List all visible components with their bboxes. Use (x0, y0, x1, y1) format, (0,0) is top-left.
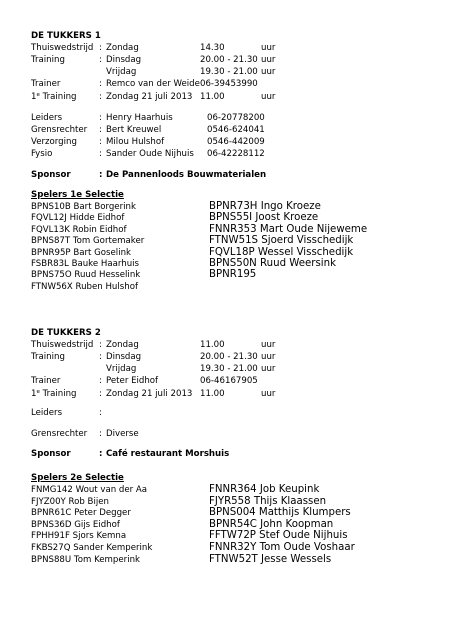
info-unit: uur (261, 67, 276, 77)
info-value: Dinsdag (106, 55, 142, 65)
player-right: BPNR195 (209, 269, 257, 281)
ordinal-suffix: e (36, 389, 40, 395)
staff-phone: 0546-624041 (207, 125, 265, 135)
info-unit: uur (261, 352, 276, 362)
player-left: FQVL13K Robin Eidhof (31, 224, 127, 235)
player-right: BPNR54C John Koopman (209, 518, 334, 530)
player-left: FSBR83L Bauke Haarhuis (31, 259, 140, 269)
staff-name: Bert Kreuwel (106, 125, 162, 135)
staff-label: Leiders (31, 113, 63, 123)
info-value: Dinsdag (106, 352, 142, 362)
info-label (31, 389, 77, 400)
info-label (31, 92, 77, 103)
player-right: BPNS55I Joost Kroeze (209, 212, 319, 224)
info-value: Vrijdag (106, 67, 137, 77)
player-right: FNNR353 Mart Oude Nijeweme (209, 223, 368, 235)
ordinal-suffix: e (36, 92, 40, 98)
info-label: Thuiswedstrijd (31, 340, 94, 350)
info-value: Peter Eidhof (106, 376, 159, 386)
info-time: 20.00 - 21.30 (200, 55, 258, 65)
ordinal-rest: Training (39, 92, 77, 102)
player-right: BPNS004 Matthijs Klumpers (209, 507, 351, 519)
info-value: Zondag (106, 43, 139, 53)
grensrechter-label: Grensrechter (31, 429, 88, 439)
staff-separator: : (99, 113, 102, 123)
sponsor-separator: : (99, 170, 103, 180)
staff-phone: 0546-442009 (207, 137, 265, 147)
selection-title: Spelers 2e Selectie (31, 473, 124, 483)
player-left: FNMG142 Wout van der Aa (31, 485, 148, 495)
sponsor-label: Sponsor (31, 449, 71, 459)
staff-phone: 06-42228112 (207, 149, 265, 159)
staff-name: Sander Oude Nijhuis (106, 149, 194, 159)
grensrechter-separator: : (99, 429, 102, 439)
sponsor-separator: : (99, 449, 103, 459)
team-title: DE TUKKERS 1 (31, 31, 101, 41)
info-value: Vrijdag (106, 364, 137, 374)
info-label: Training (31, 352, 65, 362)
player-left: BPNS10B Bart Borgerink (31, 202, 136, 212)
info-separator: : (99, 79, 102, 89)
player-left: FKBS27Q Sander Kemperink (31, 543, 153, 553)
info-value: Zondag (106, 340, 139, 350)
player-left: FTNW56X Ruben Hulshof (31, 281, 138, 292)
staff-label: Verzorging (31, 137, 77, 147)
selection-title: Spelers 1e Selectie (31, 190, 124, 200)
info-separator: : (99, 389, 102, 399)
sponsor-value: Café restaurant Morshuis (106, 449, 230, 459)
info-unit: uur (261, 389, 276, 399)
info-unit: uur (261, 55, 276, 65)
info-time: 11.00 (200, 92, 225, 102)
staff-separator: : (99, 137, 102, 147)
player-right: FNNR32Y Tom Oude Voshaar (209, 542, 355, 553)
info-unit: uur (261, 92, 276, 102)
leiders-separator: : (99, 408, 102, 418)
staff-name: Henry Haarhuis (106, 113, 173, 123)
sponsor-value: De Pannenloods Bouwmaterialen (106, 170, 267, 180)
leiders-label: Leiders (31, 408, 63, 418)
player-left: BPNR61C Peter Degger (31, 508, 131, 519)
player-right: FNNR364 Job Keupink (209, 484, 320, 495)
player-left: BPNS75O Ruud Hesselink (31, 270, 141, 281)
player-left: BPNS88U Tom Kemperink (31, 554, 141, 565)
player-right: BPNR73H Ingo Kroeze (209, 201, 321, 212)
player-left: FQVL12J Hidde Eidhof (31, 213, 125, 224)
player-left: BPNR95P Bart Goselink (31, 247, 132, 258)
ordinal-rest: Training (39, 389, 77, 399)
info-label: Trainer (31, 376, 61, 386)
sponsor-label: Sponsor (31, 170, 71, 180)
player-right: FTNW52T Jesse Wessels (209, 553, 332, 565)
info-separator: : (99, 352, 102, 362)
info-time: 19.30 - 21.00 (200, 364, 258, 374)
info-value: Remco van der Weide (106, 79, 200, 89)
info-value: Zondag 21 juli 2013 (106, 389, 193, 399)
ordinal-number: 1 (31, 92, 37, 102)
staff-separator: : (99, 149, 102, 159)
info-time: 06-46167905 (200, 376, 258, 386)
info-time: 06-39453990 (200, 79, 258, 89)
grensrechter-value: Diverse (106, 429, 139, 439)
player-left: BPNS87T Tom Gortemaker (31, 236, 145, 247)
info-time: 20.00 - 21.30 (200, 352, 258, 362)
staff-label: Fysio (31, 149, 53, 159)
player-left: FPHH91F Sjors Kemna (31, 531, 127, 542)
info-unit: uur (261, 43, 276, 53)
info-label: Trainer (31, 79, 61, 89)
info-label: Thuiswedstrijd (31, 43, 94, 53)
staff-name: Milou Hulshof (106, 137, 165, 147)
staff-phone: 06-20778200 (207, 113, 265, 123)
staff-separator: : (99, 125, 102, 135)
player-right: FTNW51S Sjoerd Visschedijk (209, 235, 354, 247)
info-unit: uur (261, 340, 276, 350)
info-separator: : (99, 43, 102, 53)
info-separator: : (99, 340, 102, 350)
info-time: 11.00 (200, 340, 225, 350)
info-time: 14.30 (200, 43, 225, 53)
ordinal-number: 1 (31, 389, 37, 399)
player-left: FJYZ00Y Rob Bijen (31, 496, 109, 507)
staff-label: Grensrechter (31, 125, 88, 135)
team-title: DE TUKKERS 2 (31, 328, 101, 338)
info-separator: : (99, 55, 102, 65)
info-time: 11.00 (200, 389, 225, 399)
info-value: Zondag 21 juli 2013 (106, 92, 193, 102)
player-left: BPNS36D Gijs Eidhof (31, 519, 120, 530)
info-separator: : (99, 92, 102, 102)
player-right: BPNS50N Ruud Weersink (209, 258, 336, 269)
info-separator: : (99, 376, 102, 386)
info-unit: uur (261, 364, 276, 374)
player-right: FQVL18P Wessel Visschedijk (209, 246, 354, 258)
info-label: Training (31, 55, 65, 65)
player-right: FJYR558 Thijs Klaassen (209, 495, 327, 507)
player-right: FFTW72P Stef Oude Nijhuis (209, 530, 348, 542)
info-time: 19.30 - 21.00 (200, 67, 258, 77)
